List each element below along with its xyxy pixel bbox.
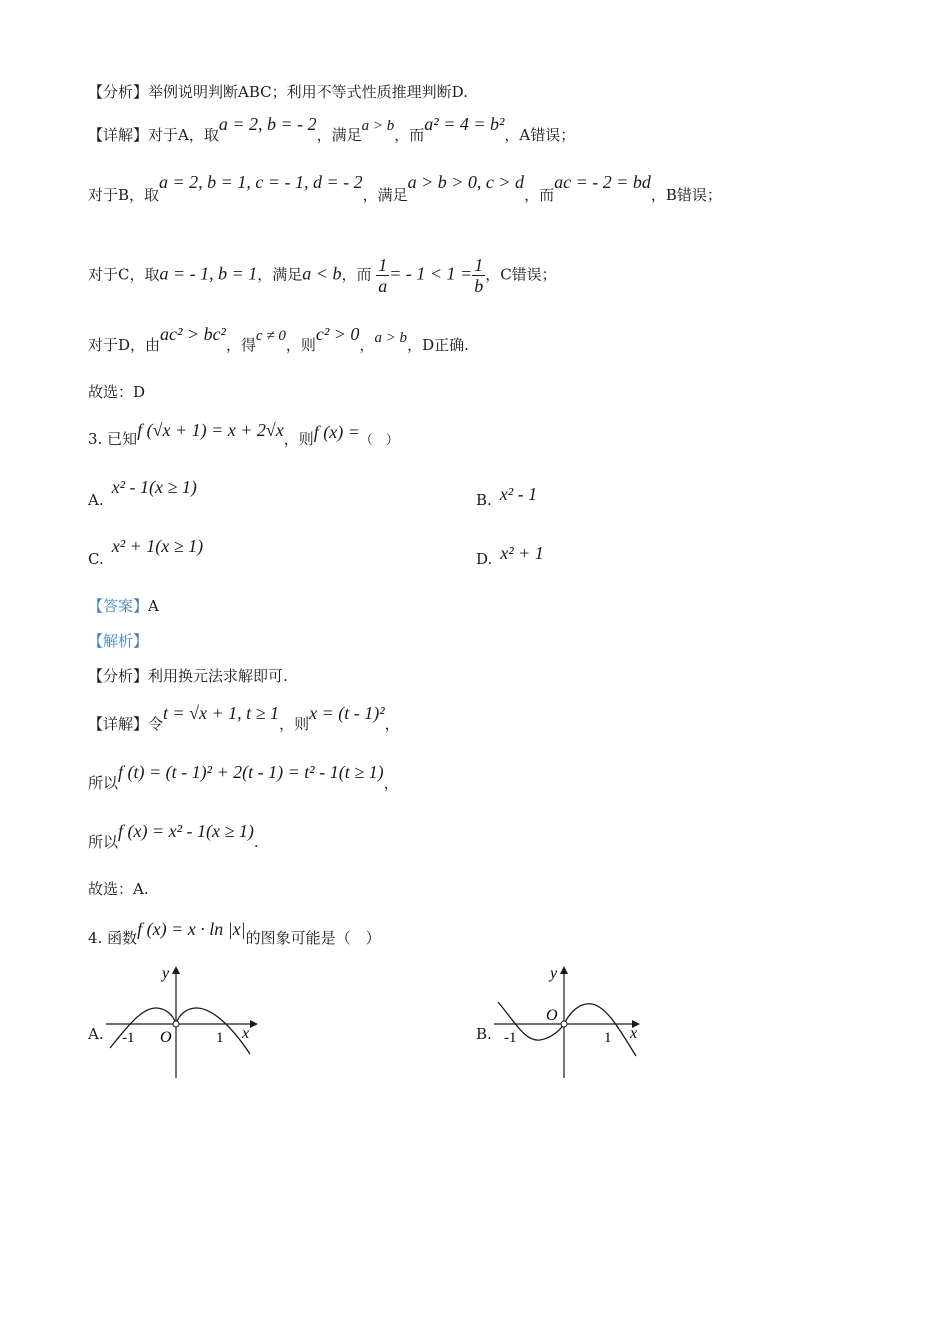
- fraction-1-over-a: [376, 255, 389, 296]
- option-label: A.: [88, 491, 104, 509]
- origin-hole: [561, 1021, 567, 1027]
- text: 3. 已知: [88, 430, 138, 448]
- q3-option-c: [88, 536, 204, 569]
- tick-neg-label: -1: [122, 1030, 135, 1046]
- text: （ ）: [359, 433, 399, 448]
- q3-detail: [88, 703, 400, 734]
- text: ，满足: [316, 126, 362, 144]
- q4-stem: [88, 919, 381, 948]
- text: .: [253, 833, 259, 851]
- math-expr: f (√x + 1) = x + 2√x: [137, 420, 284, 440]
- q2-analysis: 【分析】举例说明判断ABC；利用不等式性质推理判断D.: [88, 83, 468, 101]
- q3-option-a: [88, 477, 197, 510]
- math-expr: x² + 1: [500, 543, 544, 563]
- text: ，D正确.: [407, 336, 469, 354]
- detail-label: 【详解】对于A，取: [88, 126, 219, 144]
- text: ，B错误；: [650, 186, 722, 204]
- q4-option-a-label: A.: [88, 1025, 104, 1043]
- option-label: C.: [88, 550, 104, 568]
- curve: [498, 1002, 636, 1056]
- math-expr: c² > 0: [315, 324, 360, 344]
- text: 对于D，由: [88, 336, 161, 354]
- text: ，: [383, 774, 399, 792]
- math-expr: a² = 4 = b²: [424, 114, 505, 134]
- math-expr: a > b: [361, 118, 395, 134]
- math-expr: = - 1 < 1 =: [389, 263, 473, 284]
- tick-pos-label: 1: [604, 1030, 612, 1046]
- text: ，满足: [362, 186, 408, 204]
- q3-stem: [88, 420, 399, 451]
- tick-neg-label: -1: [504, 1030, 517, 1046]
- q2-detail-c: [88, 255, 557, 296]
- origin-label: O: [160, 1029, 172, 1046]
- q2-detail-d: [88, 324, 469, 356]
- math-expr: t = √x + 1, t ≥ 1: [163, 703, 280, 723]
- math-expr: c ≠ 0: [255, 328, 286, 344]
- q3-answer: [88, 596, 159, 616]
- tick-pos-label: 1: [216, 1030, 224, 1046]
- x-axis-arrow: [250, 1020, 258, 1028]
- origin-hole: [173, 1021, 179, 1027]
- frac-den: a: [378, 276, 388, 296]
- origin-label: O: [546, 1007, 558, 1024]
- axis-x-label: x: [630, 1025, 638, 1042]
- math-expr: a > b > 0, c > d: [407, 172, 525, 192]
- math-expr: a = 2, b = 1, c = - 1, d = - 2: [159, 172, 363, 192]
- q2-detail-a: [88, 114, 576, 146]
- y-axis-arrow: [560, 966, 568, 974]
- math-expr: x² - 1(x ≥ 1): [111, 477, 197, 497]
- text: 的图象可能是（ ）: [245, 929, 381, 947]
- math-expr: a = 2, b = - 2: [218, 114, 317, 134]
- q4-option-b-label: B.: [476, 1025, 492, 1043]
- q2-detail-b: [88, 172, 722, 205]
- text: 对于C，取: [88, 265, 160, 284]
- option-label: D.: [476, 550, 493, 568]
- text: ，得: [225, 336, 256, 354]
- option-label: B.: [476, 491, 492, 509]
- math-expr: f (t) = (t - 1)² + 2(t - 1) = t² - 1(t ≥ 1): [118, 762, 384, 782]
- axis-y-label: y: [550, 965, 558, 982]
- text: 4. 函数: [88, 929, 138, 947]
- text: ，满足: [257, 265, 303, 284]
- text: ，: [384, 715, 400, 733]
- fraction-1-over-b: [472, 255, 485, 296]
- axis-y-label: y: [162, 965, 170, 982]
- y-axis-arrow: [172, 966, 180, 974]
- q3-option-b: [476, 484, 538, 510]
- math-expr: ac = - 2 = bd: [554, 172, 651, 192]
- math-expr: f (x) =: [313, 422, 360, 442]
- text: ，则: [279, 715, 310, 733]
- q3-so1: [88, 762, 399, 793]
- math-expr: a > b: [374, 330, 408, 346]
- math-expr: x² - 1: [499, 484, 538, 504]
- text: ，而: [341, 265, 372, 284]
- answer-value: A: [148, 597, 159, 615]
- text: ，C错误；: [485, 265, 557, 284]
- q4-option-a-graph: [102, 962, 262, 1082]
- frac-num: 1: [474, 255, 484, 275]
- text: 所以: [88, 833, 119, 851]
- math-expr: ac² > bc²: [160, 324, 226, 344]
- text: ，而: [394, 126, 425, 144]
- text: 对于B，取: [88, 186, 160, 204]
- frac-den: b: [474, 276, 484, 296]
- q3-choice: 故选：A.: [88, 880, 149, 898]
- text: ，则: [283, 430, 314, 448]
- q3-option-d: [476, 543, 544, 569]
- math-expr: f (x) = x² - 1(x ≥ 1): [118, 821, 254, 841]
- frac-num: 1: [378, 255, 388, 275]
- q3-jiexi-tag: 【解析】: [88, 632, 149, 650]
- q3-analysis: 【分析】利用换元法求解即可.: [88, 667, 288, 685]
- text: ，则: [285, 336, 316, 354]
- math-expr: x² + 1(x ≥ 1): [111, 536, 204, 556]
- math-expr: a = - 1, b = 1: [159, 263, 258, 284]
- axis-x-label: x: [242, 1025, 250, 1042]
- math-expr: f (x) = x · ln |x|: [137, 919, 246, 939]
- math-expr: x = (t - 1)²: [309, 703, 385, 723]
- text: ，而: [524, 186, 555, 204]
- math-expr: a < b: [302, 263, 342, 284]
- q3-so2: [88, 821, 259, 852]
- q4-option-b-graph: [490, 962, 650, 1082]
- answer-tag: 【答案】: [88, 597, 149, 615]
- q2-choice: 故选：D: [88, 383, 146, 401]
- text: 所以: [88, 774, 119, 792]
- detail-label: 【详解】令: [88, 715, 164, 733]
- text: ，A错误；: [504, 126, 576, 144]
- text: ，: [359, 336, 375, 354]
